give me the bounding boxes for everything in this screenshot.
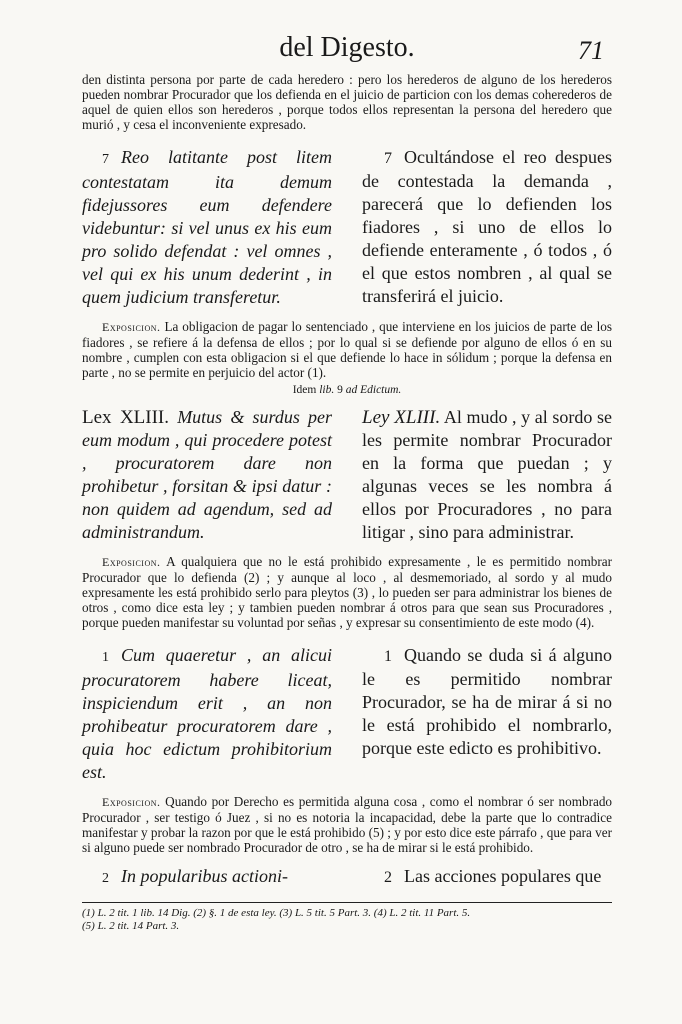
lex-43 <box>82 406 612 544</box>
latin-text <box>82 865 332 890</box>
source-citation <box>82 384 612 396</box>
latin-body: Reo latitante post litem contestatam ita demum fidejussores eum defendere videbuntur: si vel unus ex his eum pro solido defendat : vel omnes , vel qui ex his unum dederint , in quem judicium transferetur. <box>82 147 332 307</box>
citation-title: ad Edictum. <box>345 384 402 396</box>
page <box>82 28 612 933</box>
section-number: 7 <box>384 150 392 167</box>
exposicion-3 <box>82 794 612 855</box>
section-7 <box>82 146 612 309</box>
spanish-body: Al mudo , y al sordo se les permite nombrar Procurador en la forma que puedan ; y algunas veces se les nombra á ellos por Procuradores , no para litigar , sino para administrar. <box>362 407 612 542</box>
latin-body: Mutus & surdus per eum modum , qui procedere potest , procuratorem dare non prohibetur , forsitan & ipsi datur : non quidem ad agendum, sed ad administrandum. <box>82 407 333 542</box>
exposicion-text: La obligacion de pagar lo sentenciado , que interviene en los juicios de parte de los fiadores , se refiere á la defensa de ellos ; por lo qual si se defiende por alguno de ellos ó en su nombre , cumplen con esta obligacion si el que defiende lo hace in sólidum ; porque la defensa en parte , no se permite en perjuicio del actor (1). <box>82 319 612 380</box>
spanish-body: Ocultándose el reo despues de contestada la demanda , parecerá que lo defienden los fiadores , si uno de ellos lo defiende enteramente , ó todos , ó el que estos nombren , al qual se transferirá el juicio. <box>362 147 612 306</box>
spanish-text <box>362 146 612 309</box>
citation-prefix: Idem <box>292 384 317 396</box>
spanish-text <box>362 406 612 544</box>
footnote-divider <box>82 902 612 903</box>
latin-body: In popularibus actioni- <box>121 866 288 886</box>
running-header <box>82 28 612 68</box>
section-number: 2 <box>384 869 392 886</box>
latin-body: Cum quaeretur , an alicui procuratorem habere liceat, inspiciendum erit , an non prohibeatur procuratorem dare , quia hoc edictum prohibitorium est. <box>82 645 332 782</box>
latin-text <box>82 644 332 784</box>
exposicion-label: Exposicion. <box>102 795 161 809</box>
spanish-body: Las acciones populares que <box>404 866 602 886</box>
section-2 <box>82 865 612 890</box>
citation-lib: lib. <box>319 384 335 396</box>
exposicion-label: Exposicion. <box>102 555 161 569</box>
spanish-text <box>362 865 612 890</box>
page-title: del Digesto. <box>279 32 415 63</box>
exposicion-text: Quando por Derecho es permitida alguna cosa , como el nombrar ó ser nombrado Procurador , ser testigo ó Juez , si no es notoria la incapacidad, debe la parte que lo contradice manifestar y probar la razon por que le está prohibido (5) ; y por esto dice este párrafo , que para ver si alguno puede ser nombrado Procurador de otro , se ha de mirar si le está prohibido. <box>82 794 613 855</box>
footnote-line: (1) L. 2 tit. 1 lib. 14 Dig. (2) §. 1 de esta ley. (3) L. 5 tit. 5 Part. 3. (4) L. 2 tit. 11 Part. 5. <box>82 907 471 919</box>
section-number: 2 <box>102 871 109 886</box>
footnote-line: (5) L. 2 tit. 14 Part. 3. <box>82 920 180 932</box>
exposicion-2 <box>82 554 612 630</box>
section-number: 7 <box>102 152 109 167</box>
exposicion-1 <box>82 319 612 380</box>
law-label: Ley XLIII. <box>362 407 441 428</box>
page-number: 71 <box>578 36 604 65</box>
exposicion-label: Exposicion. <box>102 320 161 334</box>
section-number: 1 <box>384 648 392 665</box>
section-1 <box>82 644 612 784</box>
intro-paragraph: den distinta persona por parte de cada heredero : pero los herederos de alguno de los herederos pueden nombrar Procurador que los defienda en el juicio de particion con los demas coherederos de aquel de quien ellos son herederos , porque todos ellos representan la persona del heredero que murió , y cesa el inconveniente expresado. <box>82 72 612 132</box>
law-label: Lex XLIII. <box>82 407 170 428</box>
spanish-text <box>362 644 612 784</box>
exposicion-text: A qualquiera que no le está prohibido expresamente , le es permitido nombrar Procurador que lo defienda (2) ; y aunque al loco , al desmemoriado, al sordo y al mudo expresamente les está prohibido serlo para pleytos (3) , lo pueden ser para administrar los bienes de otros , como dice esta ley ; y tambien pueden nombrar á otros para que sean sus Procuradores , porque pueden manifestar su voluntad por señas , y expresar su consentimiento de este modo (4). <box>82 554 612 630</box>
section-number: 1 <box>102 650 109 665</box>
citation-num: 9 <box>337 384 343 396</box>
latin-text <box>82 146 332 309</box>
footnotes <box>82 907 612 933</box>
latin-text <box>82 406 332 544</box>
spanish-body: Quando se duda si á alguno le es permitido nombrar Procurador, se ha de mirar á si no le está prohibido el nombrarlo, porque este edicto es prohibitivo. <box>362 645 612 758</box>
